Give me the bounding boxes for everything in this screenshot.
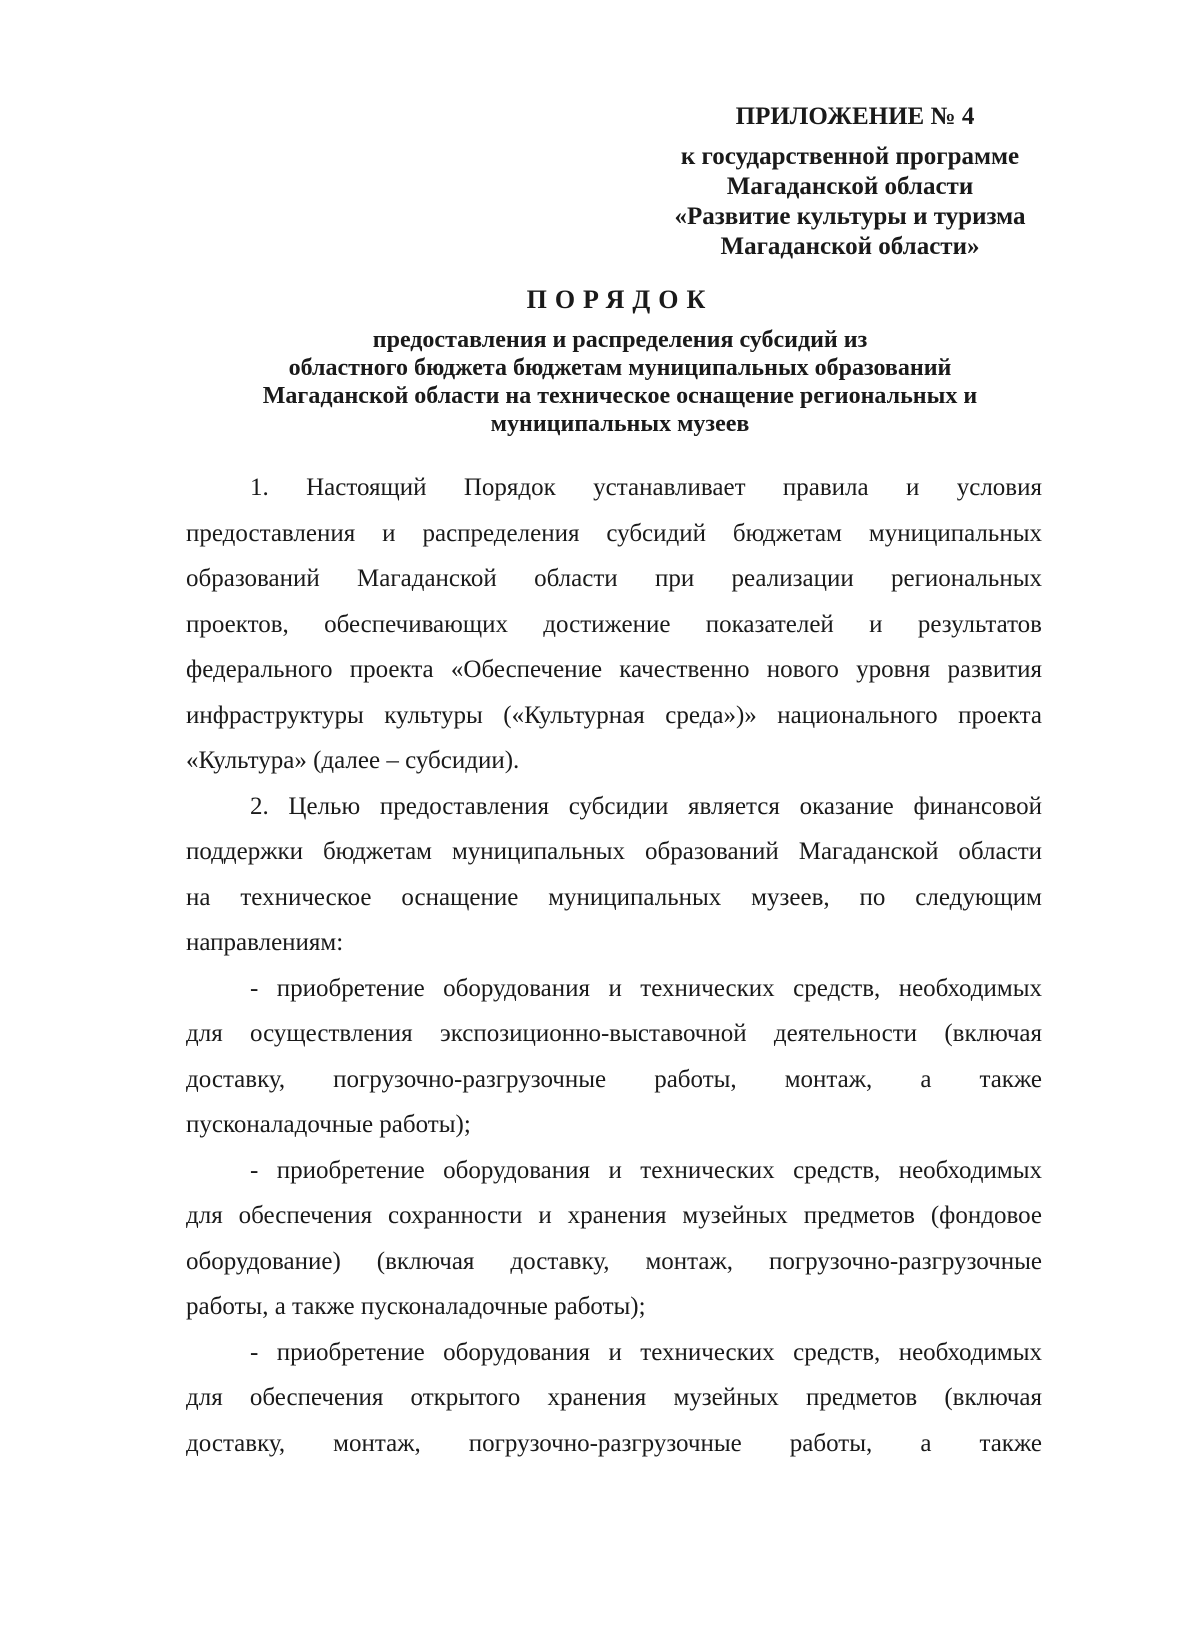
paragraph-line: образований Магаданской области при реализации региональных — [186, 565, 1042, 592]
paragraph-line: 1. Настоящий Порядок устанавливает правила и условия — [250, 474, 1042, 501]
appendix-heading: ПРИЛОЖЕНИЕ № 4 — [735, 103, 975, 130]
title-subtitle — [180, 326, 1060, 438]
paragraph-line: федерального проекта «Обеспечение качественно нового уровня развития — [186, 656, 1042, 683]
paragraph-line: - приобретение оборудования и технических средств, необходимых — [250, 1338, 1042, 1366]
appendix-line: Магаданской области — [726, 173, 974, 200]
subtitle-line: предоставления и распределения субсидий из — [372, 327, 868, 353]
paragraph-line: предоставления и распределения субсидий бюджетам муниципальных — [186, 519, 1042, 547]
paragraph-line: для обеспечения открытого хранения музейных предметов (включая — [186, 1384, 1042, 1411]
paragraph-line: - приобретение оборудования и технических средств, необходимых — [250, 1156, 1042, 1184]
paragraph-line: направлениям: — [186, 929, 344, 956]
appendix-block — [640, 102, 1060, 262]
paragraph-line: доставку, погрузочно-разгрузочные работы, монтаж, а также — [186, 1065, 1042, 1093]
body-text — [186, 465, 1042, 1466]
paragraph-line: инфраструктуры культуры («Культурная среда»)» национального проекта — [186, 701, 1042, 729]
appendix-line: Магаданской области» — [720, 233, 980, 260]
paragraph-line: поддержки бюджетам муниципальных образований Магаданской области — [186, 838, 1042, 865]
paragraph-line: проектов, обеспечивающих достижение показателей и результатов — [186, 610, 1042, 638]
paragraph-line: для обеспечения сохранности и хранения музейных предметов (фондовое — [186, 1202, 1042, 1229]
appendix-line: «Развитие культуры и туризма — [674, 203, 1026, 230]
paragraph-line: доставку, монтаж, погрузочно-разгрузочные работы, а также — [186, 1429, 1042, 1457]
paragraph-line: для осуществления экспозиционно-выставочной деятельности (включая — [186, 1020, 1042, 1047]
subtitle-line: Магаданской области на техническое оснащение региональных и — [262, 383, 978, 409]
paragraph-line: «Культура» (далее – субсидии). — [186, 747, 520, 774]
title-main: ПОРЯДОК — [526, 285, 714, 314]
paragraph-line: оборудование) (включая доставку, монтаж, погрузочно-разгрузочные — [186, 1247, 1042, 1275]
paragraph-line: на техническое оснащение муниципальных музеев, по следующим — [186, 883, 1042, 911]
subtitle-line: муниципальных музеев — [490, 411, 750, 437]
paragraph-line: пусконаладочные работы); — [186, 1111, 471, 1138]
document-title — [180, 282, 1060, 438]
paragraph-line: - приобретение оборудования и технических средств, необходимых — [250, 974, 1042, 1002]
subtitle-line: областного бюджета бюджетам муниципальных образований — [288, 355, 952, 381]
paragraph-line: 2. Целью предоставления субсидии является оказание финансовой — [250, 792, 1042, 820]
appendix-line: к государственной программе — [680, 143, 1020, 170]
paragraph-line: работы, а также пусконаладочные работы); — [186, 1293, 646, 1320]
